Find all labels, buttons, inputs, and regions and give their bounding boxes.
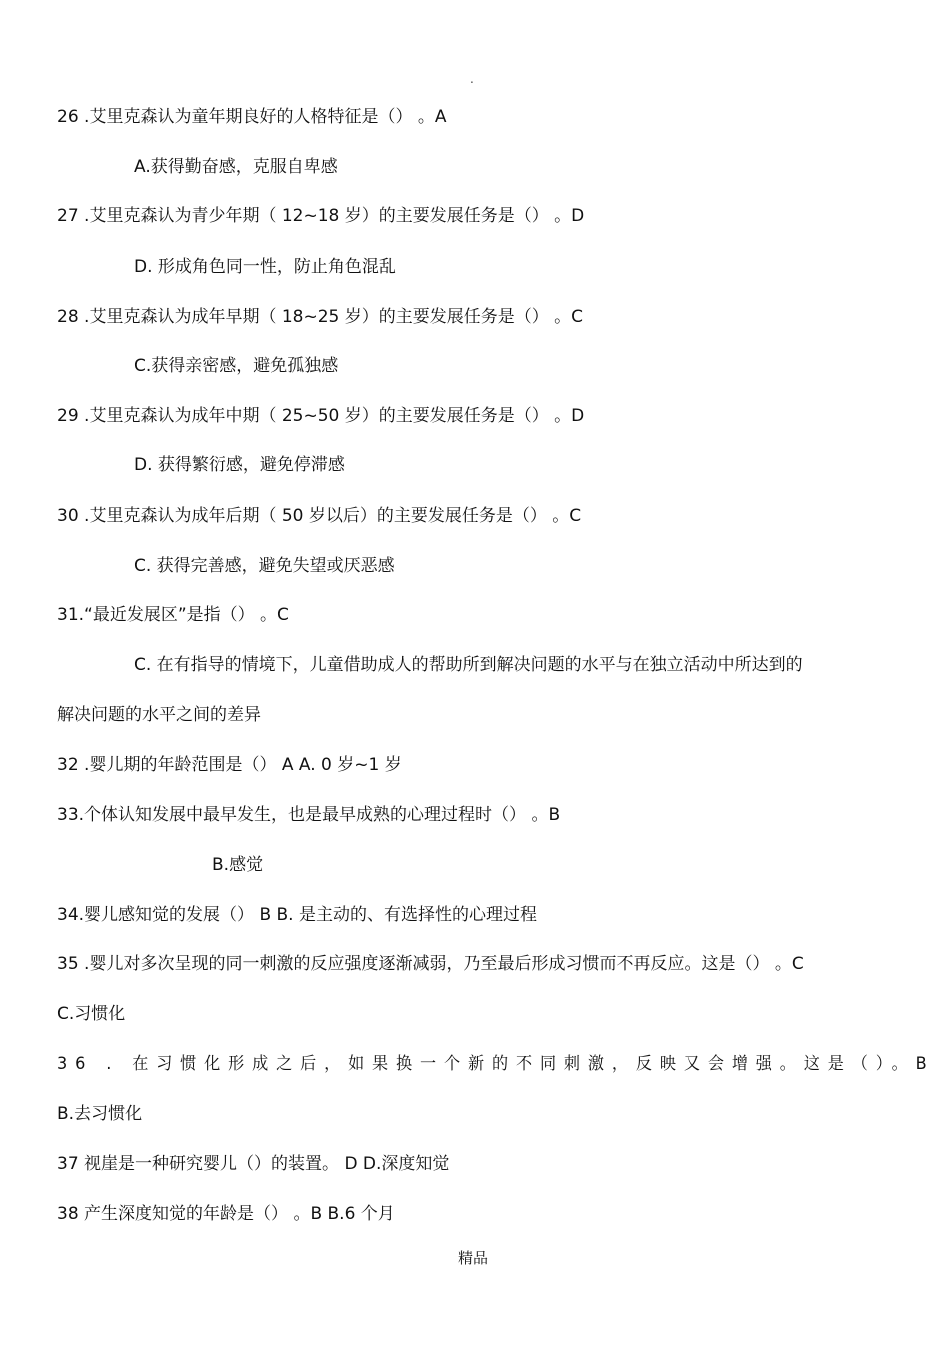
question-33: 33.个体认知发展中最早发生，也是最早成熟的心理过程时（） 。B xyxy=(57,805,561,825)
answer-35: C.习惯化 xyxy=(57,1004,126,1024)
question-32: 32 .婴儿期的年龄范围是（） A A. 0 岁~1 岁 xyxy=(57,755,402,775)
answer-33: B.感觉 xyxy=(212,855,264,875)
footer-label: 精品 xyxy=(458,1249,489,1267)
question-38: 38 产生深度知觉的年龄是（） 。B B.6 个月 xyxy=(57,1204,395,1224)
question-29: 29 .艾里克森认为成年中期（ 25~50 岁）的主要发展任务是（） 。D xyxy=(57,406,585,426)
answer-31-line-1: C. 在有指导的情境下，儿童借助成人的帮助所到解决问题的水平与在独立活动中所达到的 xyxy=(134,655,803,675)
question-37: 37 视崖是一种研究婴儿（）的装置。 D D.深度知觉 xyxy=(57,1154,450,1174)
answer-29: D. 获得繁衍感，避免停滞感 xyxy=(134,455,345,475)
answer-26: A.获得勤奋感，克服自卑感 xyxy=(134,157,338,177)
question-34: 34.婴儿感知觉的发展（） B B. 是主动的、有选择性的心理过程 xyxy=(57,905,537,925)
answer-31-line-2: 解决问题的水平之间的差异 xyxy=(57,705,261,725)
answer-27: D. 形成角色同一性，防止角色混乱 xyxy=(134,257,396,277)
question-35: 35 .婴儿对多次呈现的同一刺激的反应强度逐渐减弱，乃至最后形成习惯而不再反应。这是（） 。C xyxy=(57,954,804,974)
answer-30: C. 获得完善感，避免失望或厌恶感 xyxy=(134,556,395,576)
question-31: 31.“最近发展区”是指（） 。C xyxy=(57,605,289,625)
question-26: 26 .艾里克森认为童年期良好的人格特征是（） 。A xyxy=(57,107,447,127)
question-30: 30 .艾里克森认为成年后期（ 50 岁以后）的主要发展任务是（） 。C xyxy=(57,506,582,526)
question-36: 36 . 在习惯化形成之后，如果换一个新的不同刺激，反映又会增强。这是（）。B xyxy=(57,1054,935,1074)
question-28: 28 .艾里克森认为成年早期（ 18~25 岁）的主要发展任务是（） 。C xyxy=(57,307,584,327)
question-27: 27 .艾里克森认为青少年期（ 12~18 岁）的主要发展任务是（） 。D xyxy=(57,206,585,226)
answer-28: C.获得亲密感，避免孤独感 xyxy=(134,356,339,376)
header-dot: . xyxy=(470,72,474,86)
answer-36: B.去习惯化 xyxy=(57,1104,143,1124)
